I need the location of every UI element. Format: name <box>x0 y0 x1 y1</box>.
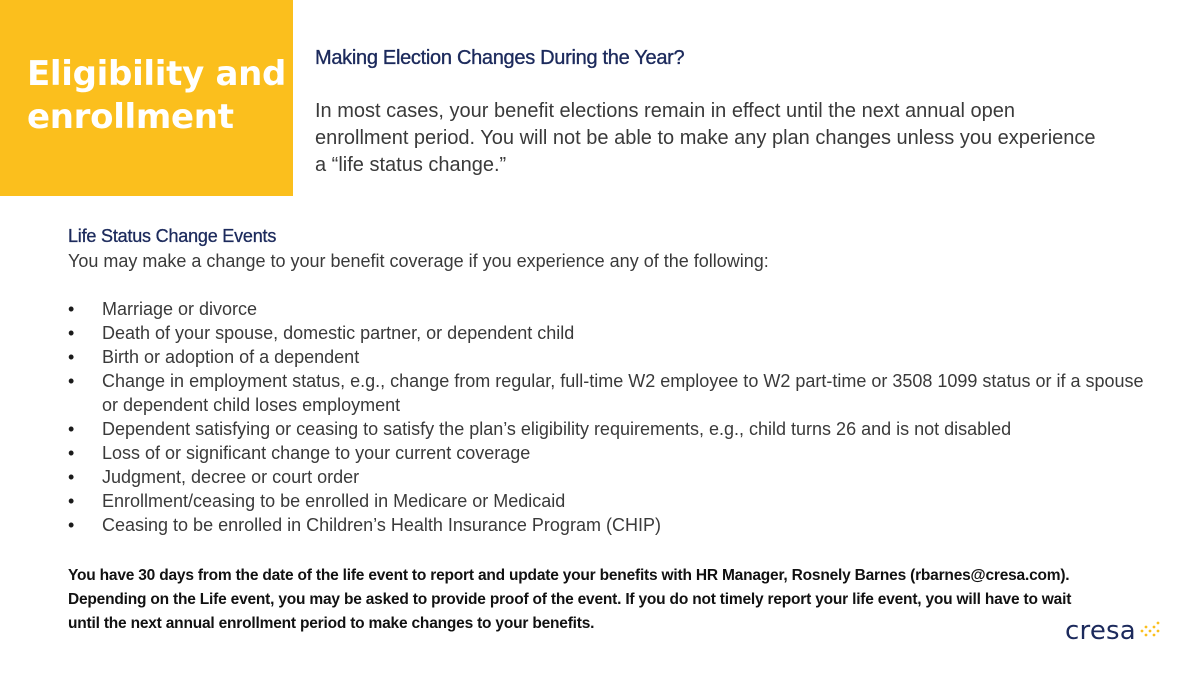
list-item <box>68 345 1148 369</box>
list-item <box>68 513 1148 537</box>
bullet-icon: • <box>68 323 75 343</box>
bullet-icon: • <box>68 419 75 439</box>
list-item-text: Ceasing to be enrolled in Children’s Health Insurance Program (CHIP) <box>102 515 661 535</box>
bullet-icon: • <box>68 371 75 391</box>
bullet-icon: • <box>68 347 75 367</box>
list-item-text: Dependent satisfying or ceasing to satisfy the plan’s eligibility requirements, e.g., child turns 26 and is not disabled <box>102 419 1012 439</box>
bullet-icon: • <box>68 443 75 463</box>
title-banner <box>0 0 293 196</box>
cresa-logo <box>1065 614 1161 648</box>
reporting-notice: You have 30 days from the date of the life event to report and update your benefits with HR Manager, Rosnely Barnes (rbarnes@cresa.com). Depending on the Life event, you may be asked to provide proof of the event. If you do not timely report your life event, you will have to wait until the next annual enrollment period to make changes to your benefits. <box>68 567 1072 632</box>
list-item <box>68 369 1148 417</box>
list-item <box>68 297 1148 321</box>
bullet-icon: • <box>68 299 75 319</box>
list-item-text: Change in employment status, e.g., change from regular, full-time W2 employee to W2 part-time or 3508 1099 status or if a spouse or dependent child loses employment <box>102 371 1144 415</box>
intro-heading: Making Election Changes During the Year? <box>315 47 685 69</box>
list-item <box>68 321 1148 345</box>
list-item-text: Loss of or significant change to your current coverage <box>102 443 531 463</box>
list-item-text: Judgment, decree or court order <box>102 467 360 487</box>
list-item-text: Death of your spouse, domestic partner, or dependent child <box>102 323 575 343</box>
list-item <box>68 441 1148 465</box>
bullet-icon: • <box>68 515 75 535</box>
page-title-line-1: Eligibility and <box>27 54 287 94</box>
bullet-icon: • <box>68 491 75 511</box>
list-item-text: Birth or adoption of a dependent <box>102 347 360 367</box>
page-title <box>27 53 289 139</box>
list-item-text: Enrollment/ceasing to be enrolled in Medicare or Medicaid <box>102 491 566 511</box>
events-heading: Life Status Change Events <box>68 226 277 246</box>
list-item <box>68 417 1148 441</box>
bullet-icon: • <box>68 467 75 487</box>
intro-section <box>315 44 1105 179</box>
events-list <box>68 297 1148 537</box>
list-item-text: Marriage or divorce <box>102 299 258 319</box>
logo-wordmark: cresa <box>1065 616 1136 646</box>
life-status-events-section <box>68 224 1148 537</box>
list-item <box>68 489 1148 513</box>
page-title-line-2: enrollment <box>27 97 234 137</box>
intro-body: In most cases, your benefit elections remain in effect until the next annual open enrollment period. You will not be able to make any plan changes unless you experience a “life status change.” <box>315 100 1096 176</box>
cresa-dots-icon <box>1139 620 1161 642</box>
events-lead: You may make a change to your benefit coverage if you experience any of the following: <box>68 251 769 271</box>
list-item <box>68 465 1148 489</box>
